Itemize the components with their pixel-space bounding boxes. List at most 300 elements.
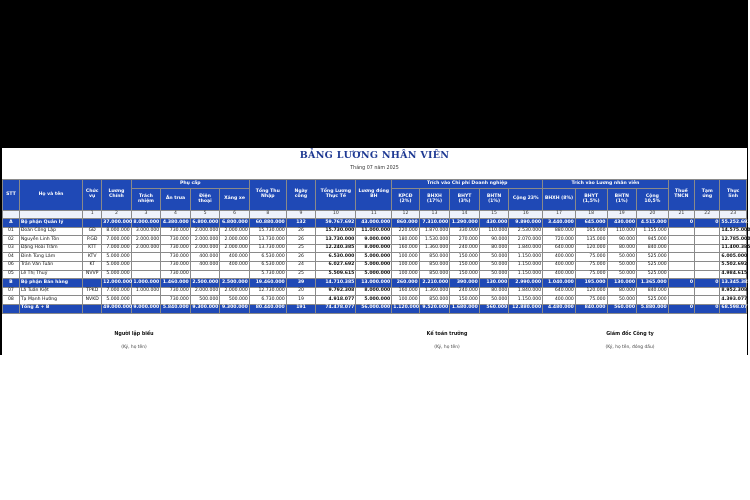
table-cell[interactable]: 0 (668, 304, 694, 313)
table-cell[interactable]: 80.000 (479, 287, 509, 296)
column-number-cell: 21 (668, 211, 694, 219)
table-cell[interactable]: 2.070.000 (509, 236, 543, 245)
table-cell[interactable]: 150.000 (450, 261, 480, 270)
table-cell[interactable]: 1.360.000 (419, 287, 450, 296)
table-cell[interactable] (131, 296, 161, 305)
table-cell[interactable]: 6.800.000 (220, 219, 250, 228)
table-cell[interactable]: 850.000 (419, 296, 450, 305)
table-cell[interactable]: Trần Văn Tuấn (19, 261, 82, 270)
table-cell[interactable]: 1.000.000 (131, 287, 161, 296)
column-number-cell: 5 (190, 211, 220, 219)
table-cell[interactable]: 60.880.000 (249, 219, 286, 228)
table-cell[interactable]: 0 (668, 279, 694, 288)
header-bhxh-8: BHXH (8%) (543, 189, 576, 211)
column-number-cell: 14 (450, 211, 480, 219)
table-cell[interactable]: 12.240.385 (316, 244, 356, 253)
header-responsibility: Trách nhiệm (131, 189, 161, 211)
table-cell[interactable]: 9.792.308 (316, 287, 356, 296)
table-cell[interactable]: 1.150.000 (509, 296, 543, 305)
table-cell[interactable]: 2.000.000 (131, 244, 161, 253)
table-cell[interactable]: 03 (3, 244, 20, 253)
grand-total-row (3, 304, 747, 313)
table-cell[interactable] (131, 253, 161, 262)
table-cell[interactable] (695, 261, 720, 270)
table-cell[interactable]: 135.000 (575, 236, 607, 245)
table-cell[interactable]: 100.000 (392, 296, 419, 305)
table-cell[interactable]: 12.730.000 (249, 287, 286, 296)
table-cell[interactable]: 7.310.000 (419, 219, 450, 228)
table-cell[interactable]: 1.840.000 (509, 287, 543, 296)
table-cell[interactable] (83, 279, 102, 288)
table-cell[interactable]: 26 (286, 227, 316, 236)
table-cell[interactable] (83, 304, 102, 313)
table-cell[interactable]: 12.880.000 (509, 304, 543, 313)
table-cell[interactable]: 68.598.077 (720, 304, 747, 313)
table-cell[interactable]: 0 (695, 219, 720, 228)
table-cell[interactable]: 2.000.000 (190, 227, 220, 236)
table-cell[interactable]: 50.000 (479, 270, 509, 279)
table-cell[interactable]: 7.000.000 (102, 236, 132, 245)
table-cell[interactable]: 6.730.000 (249, 296, 286, 305)
table-cell[interactable]: 15.730.000 (249, 227, 286, 236)
table-cell[interactable]: 6.530.000 (249, 261, 286, 270)
table-cell[interactable]: 390.000 (450, 279, 480, 288)
table-cell[interactable]: 8.000.000 (356, 287, 392, 296)
table-cell[interactable]: 50.000 (607, 296, 637, 305)
table-cell[interactable]: 132 (286, 219, 316, 228)
table-cell[interactable]: 39 (286, 279, 316, 288)
table-cell[interactable]: 560.000 (607, 304, 637, 313)
table-cell[interactable]: Lã Tuấn Kiệt (19, 287, 82, 296)
table-cell[interactable]: 730.000 (161, 270, 191, 279)
table-cell[interactable]: 150.000 (450, 270, 480, 279)
table-cell[interactable]: 195.000 (575, 279, 607, 288)
table-cell[interactable]: 25 (286, 270, 316, 279)
table-cell[interactable]: 80.000 (607, 244, 637, 253)
table-cell[interactable]: 80.000 (479, 244, 509, 253)
department-row (3, 279, 747, 288)
table-cell[interactable]: 1.150.000 (509, 270, 543, 279)
table-cell[interactable]: 50.000 (607, 270, 637, 279)
table-cell[interactable] (668, 287, 694, 296)
table-cell[interactable]: 400.000 (543, 296, 576, 305)
table-cell[interactable]: 100.000 (392, 261, 419, 270)
table-cell[interactable]: 150.000 (450, 296, 480, 305)
table-cell[interactable]: 6.800.000 (190, 219, 220, 228)
table-cell[interactable]: 50.000 (479, 261, 509, 270)
table-cell[interactable]: 880.000 (543, 227, 576, 236)
table-cell[interactable]: 1.870.000 (419, 227, 450, 236)
table-cell[interactable]: 14.710.385 (316, 279, 356, 288)
table-cell[interactable]: 90.000 (607, 236, 637, 245)
table-cell[interactable]: 500.000 (190, 296, 220, 305)
table-cell[interactable]: 9.300.000 (190, 304, 220, 313)
column-number-cell: 18 (575, 211, 607, 219)
table-cell[interactable]: 4.984.615 (720, 270, 747, 279)
table-cell[interactable]: 80.440.000 (249, 304, 286, 313)
table-cell[interactable]: 13.345.385 (720, 279, 747, 288)
table-cell[interactable]: 2.000.000 (190, 287, 220, 296)
table-cell[interactable]: 4.515.000 (637, 219, 669, 228)
table-cell[interactable]: 1.360.000 (419, 244, 450, 253)
table-cell[interactable] (220, 270, 250, 279)
table-cell[interactable]: 13.730.000 (316, 236, 356, 245)
table-cell[interactable]: 400.000 (220, 261, 250, 270)
table-cell[interactable] (131, 261, 161, 270)
table-cell[interactable]: 1.150.000 (509, 261, 543, 270)
table-cell[interactable] (668, 236, 694, 245)
table-cell[interactable]: Tạ Mạnh Hưởng (19, 296, 82, 305)
table-cell[interactable]: 07 (3, 287, 20, 296)
table-cell[interactable]: 20 (286, 287, 316, 296)
table-cell[interactable]: Nguyễn Linh Tôn (19, 236, 82, 245)
table-cell[interactable]: 1.155.000 (637, 227, 669, 236)
table-cell[interactable]: 2.990.000 (509, 279, 543, 288)
employee-row (3, 236, 747, 245)
table-cell[interactable]: KT (83, 261, 102, 270)
table-cell[interactable] (668, 270, 694, 279)
table-cell[interactable]: 3.000.000 (131, 227, 161, 236)
table-cell[interactable]: KTT (83, 244, 102, 253)
table-cell[interactable]: 160.000 (392, 244, 419, 253)
table-cell[interactable]: 2.210.000 (419, 279, 450, 288)
table-cell[interactable]: 730.000 (161, 261, 191, 270)
table-cell[interactable]: 5.000.000 (356, 253, 392, 262)
table-cell[interactable]: 50.000 (479, 253, 509, 262)
table-cell[interactable]: 0 (695, 279, 720, 288)
table-cell[interactable]: 4.480.000 (543, 304, 576, 313)
header-bhtn-1: BHTN (1%) (479, 189, 509, 211)
table-cell[interactable]: 5.502.692 (720, 261, 747, 270)
table-cell[interactable]: 1.460.000 (161, 279, 191, 288)
table-cell[interactable]: 730.000 (161, 253, 191, 262)
table-cell[interactable]: 400.000 (543, 270, 576, 279)
table-cell[interactable]: Đoàn Công Lập (19, 227, 82, 236)
header-row-1 (3, 180, 747, 189)
table-cell[interactable]: 850.000 (419, 261, 450, 270)
table-cell[interactable]: 9.890.000 (509, 219, 543, 228)
table-cell[interactable]: 12.785.000 (720, 236, 747, 245)
table-cell[interactable]: 2.500.000 (220, 279, 250, 288)
table-cell[interactable]: 49.000.000 (102, 304, 132, 313)
table-cell[interactable]: 5.000.000 (102, 296, 132, 305)
column-number-cell: 4 (161, 211, 191, 219)
table-cell[interactable]: 1.680.000 (450, 304, 480, 313)
table-cell[interactable]: 11.400.385 (720, 244, 747, 253)
table-cell[interactable]: 110.000 (479, 227, 509, 236)
table-cell[interactable]: 945.000 (637, 236, 669, 245)
table-cell[interactable]: 2.000.000 (220, 244, 250, 253)
table-cell[interactable]: 13.000.000 (356, 279, 392, 288)
table-cell[interactable]: 525.000 (637, 270, 669, 279)
table-cell[interactable]: 6.027.692 (316, 261, 356, 270)
table-cell[interactable]: 860.000 (392, 219, 419, 228)
table-cell[interactable]: 0 (668, 219, 694, 228)
table-cell[interactable]: 50.000 (607, 261, 637, 270)
table-cell[interactable]: 400.000 (190, 261, 220, 270)
table-cell[interactable]: TPKD (83, 287, 102, 296)
table-cell[interactable]: 4.393.077 (720, 296, 747, 305)
column-number-row (3, 211, 747, 219)
table-cell[interactable]: 500.000 (220, 296, 250, 305)
table-cell[interactable]: 7.000.000 (102, 287, 132, 296)
table-cell[interactable]: 50.000 (607, 253, 637, 262)
header-work-days: Ngày công (286, 180, 316, 211)
table-cell[interactable]: 14.575.000 (720, 227, 747, 236)
table-cell[interactable]: 8.000.000 (131, 219, 161, 228)
column-number-cell: 13 (419, 211, 450, 219)
table-cell[interactable]: 525.000 (637, 261, 669, 270)
table-cell[interactable]: 120.000 (575, 287, 607, 296)
table-cell[interactable] (3, 304, 20, 313)
table-cell[interactable]: 240.000 (450, 287, 480, 296)
table-cell[interactable]: 730.000 (161, 236, 191, 245)
table-cell[interactable]: 330.000 (450, 227, 480, 236)
table-cell[interactable] (83, 219, 102, 228)
table-cell[interactable]: 1.290.000 (450, 219, 480, 228)
table-cell[interactable]: KTV (83, 253, 102, 262)
table-cell[interactable]: 2.000.000 (190, 236, 220, 245)
column-number-cell: 8 (249, 211, 286, 219)
table-cell[interactable]: 430.000 (479, 219, 509, 228)
table-cell[interactable]: 9.000.000 (131, 304, 161, 313)
table-cell[interactable]: 1.000.000 (131, 279, 161, 288)
column-number-cell (19, 211, 82, 219)
table-cell[interactable]: 840.000 (575, 304, 607, 313)
table-cell[interactable]: 840.000 (637, 287, 669, 296)
table-cell[interactable]: 26 (286, 253, 316, 262)
table-cell[interactable]: 6.530.000 (249, 253, 286, 262)
table-cell[interactable]: 430.000 (607, 219, 637, 228)
table-cell[interactable]: 191 (286, 304, 316, 313)
table-cell[interactable]: 0 (695, 304, 720, 313)
table-cell[interactable]: 37.000.000 (102, 219, 132, 228)
header-advance: Tạm ứng (695, 180, 720, 211)
table-cell[interactable]: 240.000 (450, 244, 480, 253)
table-cell[interactable]: 06 (3, 261, 20, 270)
column-number-cell: 20 (637, 211, 669, 219)
table-cell[interactable]: 19 (286, 296, 316, 305)
table-cell[interactable] (695, 253, 720, 262)
table-cell[interactable] (695, 287, 720, 296)
table-cell[interactable] (695, 296, 720, 305)
table-cell[interactable]: 640.000 (543, 244, 576, 253)
table-cell[interactable]: 180.000 (392, 236, 419, 245)
table-cell[interactable]: 165.000 (575, 227, 607, 236)
table-cell[interactable]: 640.000 (543, 287, 576, 296)
table-cell[interactable]: 75.000 (575, 270, 607, 279)
table-cell[interactable]: A (3, 219, 20, 228)
table-cell[interactable]: 74.478.077 (316, 304, 356, 313)
header-tax: Thuế TNCN (668, 180, 694, 211)
table-cell[interactable]: Bộ phận Bán hàng (19, 279, 82, 288)
header-sum-23: Cộng 23% (509, 189, 543, 211)
signature-preparer-hint: (Ký, họ tên) (121, 345, 147, 350)
table-cell[interactable]: 1.840.000 (509, 244, 543, 253)
table-cell[interactable] (695, 270, 720, 279)
payroll-sheet (2, 148, 750, 355)
table-cell[interactable]: 9.000.000 (356, 236, 392, 245)
table-cell[interactable]: 59.767.692 (316, 219, 356, 228)
table-cell[interactable]: 730.000 (161, 287, 191, 296)
table-cell[interactable]: Lê Thị Thuý (19, 270, 82, 279)
table-cell[interactable]: 160.000 (392, 287, 419, 296)
table-cell[interactable]: 13.730.000 (249, 236, 286, 245)
header-stt: STT (3, 180, 20, 211)
table-cell[interactable] (668, 261, 694, 270)
table-cell[interactable]: 90.000 (479, 236, 509, 245)
table-cell[interactable]: 150.000 (450, 253, 480, 262)
table-cell[interactable]: 400.000 (543, 253, 576, 262)
table-cell[interactable] (695, 244, 720, 253)
table-cell[interactable]: 130.000 (479, 279, 509, 288)
table-cell[interactable]: 525.000 (637, 296, 669, 305)
table-cell[interactable]: 5.000.000 (102, 270, 132, 279)
table-cell[interactable]: 75.000 (575, 253, 607, 262)
employee-row (3, 227, 747, 236)
table-cell[interactable]: 13.730.000 (249, 244, 286, 253)
table-cell[interactable]: 270.000 (450, 236, 480, 245)
header-name: Họ và tên (19, 180, 82, 211)
table-cell[interactable]: 100.000 (392, 270, 419, 279)
table-cell[interactable]: 400.000 (220, 253, 250, 262)
column-number-cell: 6 (220, 211, 250, 219)
table-cell[interactable]: 75.000 (575, 261, 607, 270)
table-cell[interactable]: 5.000.000 (356, 270, 392, 279)
table-cell[interactable]: 730.000 (161, 227, 191, 236)
table-cell[interactable]: 1.120.000 (392, 304, 419, 313)
table-cell[interactable]: 9.300.000 (220, 304, 250, 313)
header-employee-contrib: Trích vào Lương nhân viên (543, 180, 669, 189)
table-cell[interactable]: 6.530.000 (316, 253, 356, 262)
table-cell[interactable]: 56.000.000 (356, 304, 392, 313)
table-cell[interactable]: 3.440.000 (543, 219, 576, 228)
table-cell[interactable]: 130.000 (607, 279, 637, 288)
table-cell[interactable]: 110.000 (607, 227, 637, 236)
table-cell[interactable]: 8.000.000 (102, 227, 132, 236)
table-cell[interactable]: 5.000.000 (102, 261, 132, 270)
table-cell[interactable]: 5.880.000 (637, 304, 669, 313)
header-insurance-base: Lương đóng BH (356, 180, 392, 211)
table-cell[interactable] (695, 236, 720, 245)
table-cell[interactable]: 5.840.000 (161, 304, 191, 313)
table-cell[interactable]: 5.509.615 (316, 270, 356, 279)
table-cell[interactable]: 1.530.000 (419, 236, 450, 245)
table-cell[interactable] (695, 227, 720, 236)
table-cell[interactable]: 8.000.000 (356, 244, 392, 253)
column-number-cell: 1 (83, 211, 102, 219)
column-number-cell: 23 (720, 211, 747, 219)
table-cell[interactable]: 2.000.000 (220, 287, 250, 296)
table-cell[interactable]: 400.000 (190, 253, 220, 262)
table-cell[interactable]: 4.380.000 (161, 219, 191, 228)
table-cell[interactable]: 7.000.000 (102, 244, 132, 253)
table-cell[interactable]: 25 (286, 244, 316, 253)
table-cell[interactable]: 55.252.692 (720, 219, 747, 228)
table-cell[interactable]: 43.000.000 (356, 219, 392, 228)
table-cell[interactable]: Đặng Hoài Trâm (19, 244, 82, 253)
table-cell[interactable]: 100.000 (392, 253, 419, 262)
column-number-cell: 22 (695, 211, 720, 219)
table-cell[interactable]: 80.000 (607, 287, 637, 296)
table-cell[interactable]: 05 (3, 270, 20, 279)
table-cell[interactable]: B (3, 279, 20, 288)
table-cell[interactable]: 5.730.000 (249, 270, 286, 279)
table-cell[interactable]: 120.000 (575, 244, 607, 253)
table-cell[interactable]: 08 (3, 296, 20, 305)
signature-chief-accountant-hint: (Ký, họ tên) (434, 345, 460, 350)
table-cell[interactable]: 2.000.000 (190, 244, 220, 253)
employee-row (3, 296, 747, 305)
table-cell[interactable]: Tổng A + B (19, 304, 82, 313)
table-cell[interactable] (190, 270, 220, 279)
table-cell[interactable]: 19.460.000 (249, 279, 286, 288)
table-cell[interactable]: NVKD (83, 296, 102, 305)
table-cell[interactable]: 220.000 (392, 227, 419, 236)
table-cell[interactable]: 8.952.308 (720, 287, 747, 296)
table-cell[interactable]: 04 (3, 253, 20, 262)
table-cell[interactable]: 01 (3, 227, 20, 236)
table-cell[interactable]: 525.000 (637, 253, 669, 262)
table-cell[interactable] (131, 270, 161, 279)
table-cell[interactable]: 730.000 (161, 244, 191, 253)
table-cell[interactable]: 5.000.000 (356, 261, 392, 270)
table-cell[interactable]: NVVP (83, 270, 102, 279)
table-cell[interactable]: 15.730.000 (316, 227, 356, 236)
table-cell[interactable]: Đinh Tùng Lâm (19, 253, 82, 262)
table-cell[interactable]: 5.000.000 (356, 296, 392, 305)
table-cell[interactable]: GĐ (83, 227, 102, 236)
table-cell[interactable]: 2.500.000 (190, 279, 220, 288)
table-cell[interactable]: 260.000 (392, 279, 419, 288)
table-cell[interactable]: 840.000 (637, 244, 669, 253)
table-cell[interactable]: 11.000.000 (356, 227, 392, 236)
table-cell[interactable]: 75.000 (575, 296, 607, 305)
table-cell[interactable]: 26 (286, 236, 316, 245)
table-cell[interactable] (668, 227, 694, 236)
table-cell[interactable]: 560.000 (479, 304, 509, 313)
table-cell[interactable]: 2.000.000 (220, 236, 250, 245)
table-cell[interactable] (668, 253, 694, 262)
table-cell[interactable]: 1.150.000 (509, 253, 543, 262)
table-cell[interactable]: 6.005.000 (720, 253, 747, 262)
table-cell[interactable]: 2.000.000 (220, 227, 250, 236)
table-cell[interactable]: 730.000 (161, 296, 191, 305)
table-cell[interactable]: 1.365.000 (637, 279, 669, 288)
table-cell[interactable]: 1.040.000 (543, 279, 576, 288)
table-cell[interactable]: 850.000 (419, 270, 450, 279)
table-cell[interactable] (668, 244, 694, 253)
table-cell[interactable]: 645.000 (575, 219, 607, 228)
table-cell[interactable]: 4.918.077 (316, 296, 356, 305)
table-cell[interactable]: 720.000 (543, 236, 576, 245)
table-cell[interactable]: 850.000 (419, 253, 450, 262)
table-cell[interactable]: 24 (286, 261, 316, 270)
table-cell[interactable]: 9.520.000 (419, 304, 450, 313)
table-cell[interactable]: Bộ phận Quản lý (19, 219, 82, 228)
column-number-cell: 11 (356, 211, 392, 219)
table-cell[interactable]: 5.000.000 (102, 253, 132, 262)
table-cell[interactable] (668, 296, 694, 305)
table-cell[interactable]: 12.000.000 (102, 279, 132, 288)
table-cell[interactable]: 400.000 (543, 261, 576, 270)
table-cell[interactable]: 2.530.000 (509, 227, 543, 236)
table-cell[interactable]: 2.000.000 (131, 236, 161, 245)
table-cell[interactable]: 50.000 (479, 296, 509, 305)
table-cell[interactable]: P.GĐ (83, 236, 102, 245)
column-number-cell: 3 (131, 211, 161, 219)
table-cell[interactable]: 02 (3, 236, 20, 245)
